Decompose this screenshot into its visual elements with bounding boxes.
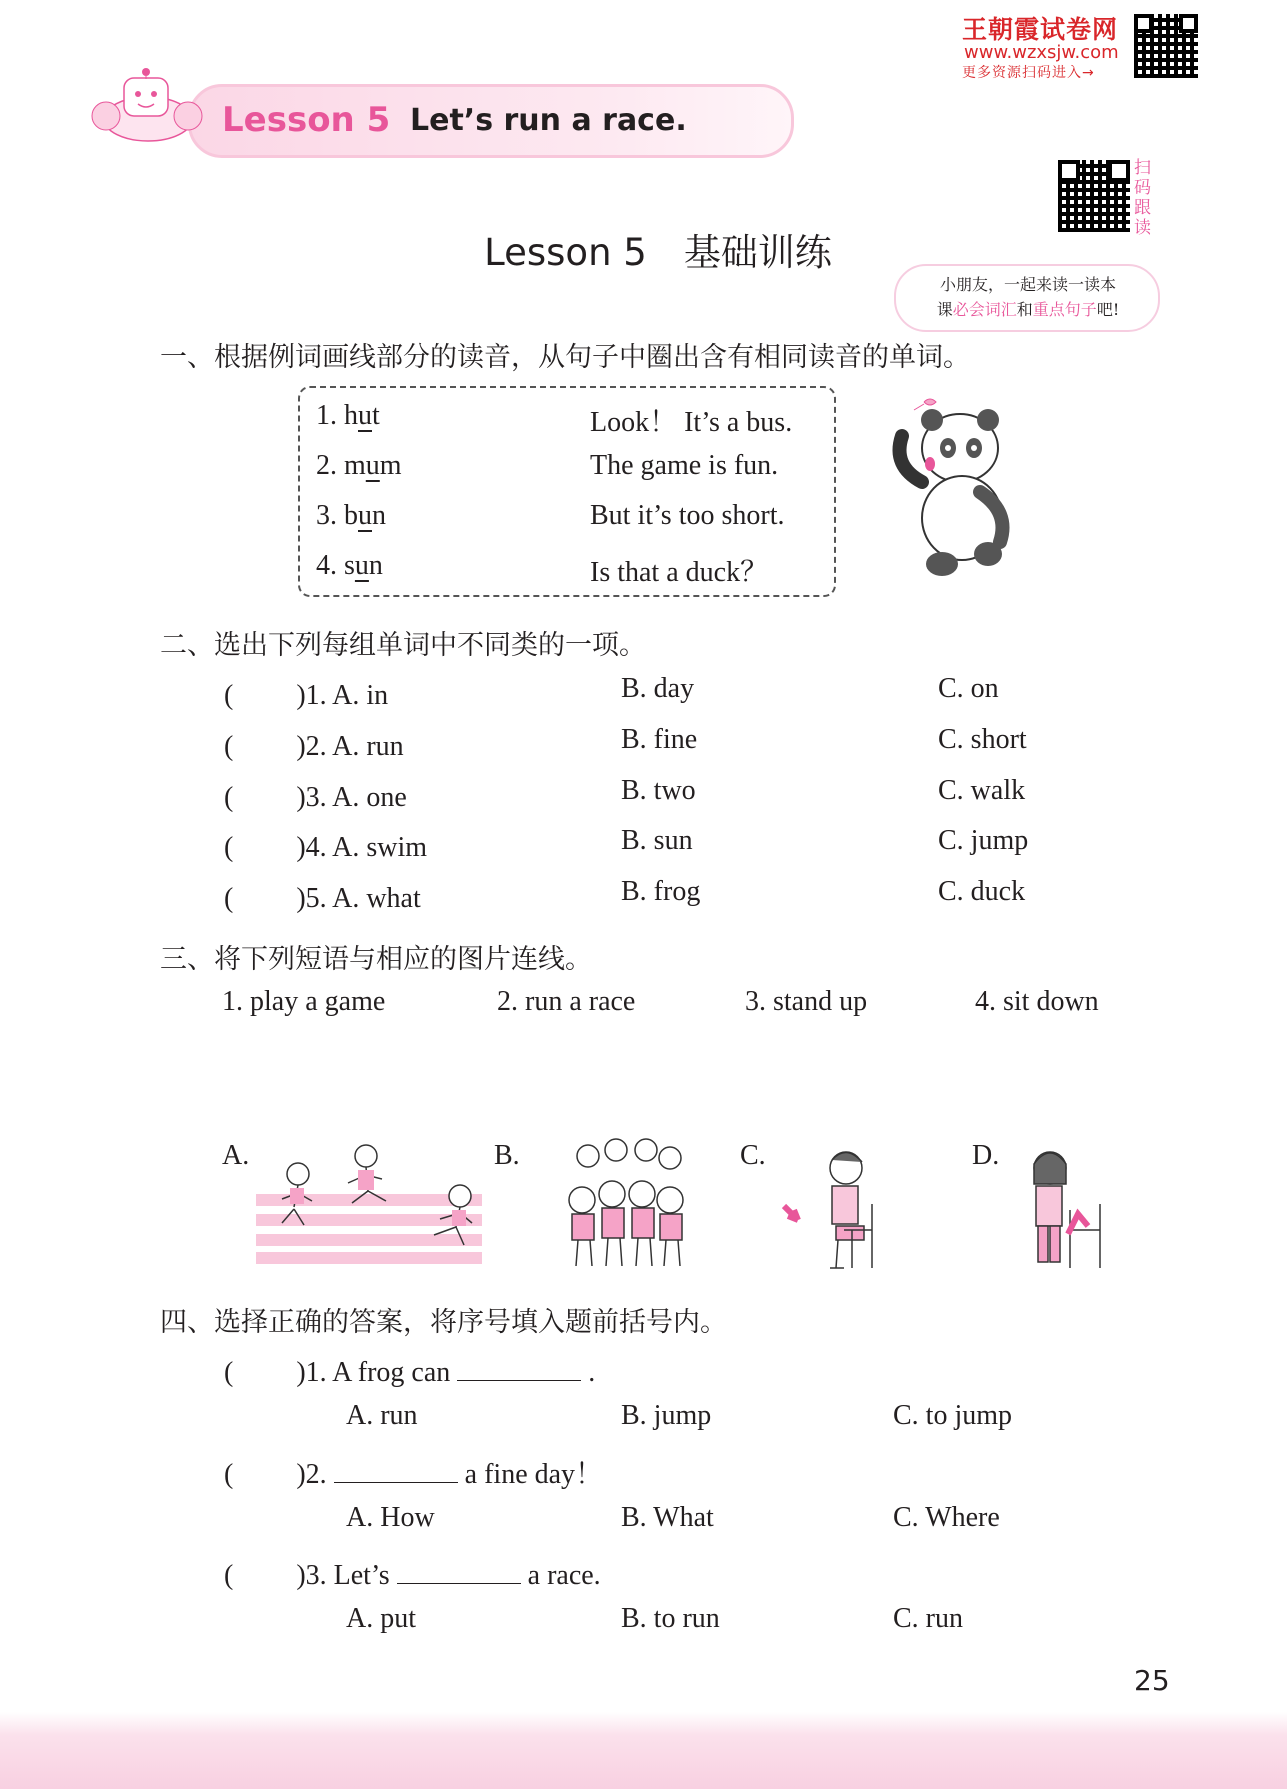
odd-one-out-option-c[interactable]: C. walk: [938, 775, 1026, 806]
picture-d-stand-up-icon[interactable]: [1020, 1146, 1124, 1272]
odd-one-out-option-c[interactable]: C. on: [938, 673, 999, 704]
answer-blank[interactable]: [397, 1557, 521, 1584]
panda-illustration-icon: [884, 396, 1024, 586]
robot-mascot-icon: [88, 64, 208, 144]
odd-one-out-option-c[interactable]: C. jump: [938, 825, 1029, 856]
answer-blank[interactable]: [334, 1456, 458, 1483]
example-word: 1. hut: [316, 400, 380, 431]
example-sentence[interactable]: The game is fun.: [590, 450, 779, 481]
odd-one-out-question[interactable]: ( )2. A. run: [224, 731, 404, 762]
answer-option-b[interactable]: B. What: [621, 1502, 714, 1533]
lesson-number: Lesson 5: [222, 100, 391, 140]
answer-blank[interactable]: [457, 1354, 581, 1381]
bubble-line-2: 课必会词汇和重点句子吧!: [936, 300, 1120, 319]
scan-to-read-label: 扫码跟读: [1134, 158, 1151, 238]
example-word: 4. sun: [316, 550, 383, 581]
picture-label-a: A.: [222, 1140, 250, 1171]
picture-label-b: B.: [494, 1140, 520, 1171]
bubble-line-1: 小朋友，一起来读一读本: [939, 275, 1116, 294]
choice-question[interactable]: ( )2. a fine day！: [224, 1452, 603, 1492]
odd-one-out-option-b[interactable]: B. frog: [621, 876, 701, 907]
picture-label-c: C.: [740, 1140, 766, 1171]
answer-option-c[interactable]: C. Where: [893, 1502, 1000, 1533]
page-title: Lesson 5 基础训练: [484, 231, 832, 274]
odd-one-out-question[interactable]: ( )4. A. swim: [224, 832, 428, 863]
page-number: 25: [1134, 1664, 1170, 1697]
answer-option-b[interactable]: B. jump: [621, 1400, 712, 1431]
example-word: 2. mum: [316, 450, 402, 481]
answer-option-a[interactable]: A. put: [346, 1603, 416, 1634]
answer-option-c[interactable]: C. run: [893, 1603, 963, 1634]
section-3-heading: 三、将下列短语与相应的图片连线。: [160, 944, 592, 975]
section-1-heading: 一、根据例词画线部分的读音，从句子中圈出含有相同读音的单词。: [160, 342, 970, 373]
odd-one-out-question[interactable]: ( )1. A. in: [224, 680, 389, 711]
answer-option-c[interactable]: C. to jump: [893, 1400, 1013, 1431]
answer-option-a[interactable]: A. run: [346, 1400, 418, 1431]
example-sentence[interactable]: Look！ It’s a bus.: [590, 407, 793, 438]
phrase-play-a-game: 1. play a game: [222, 986, 386, 1017]
section-2-heading: 二、选出下列每组单词中不同类的一项。: [160, 630, 646, 661]
lesson-subtitle: Let’s run a race.: [410, 103, 687, 138]
example-word: 3. bun: [316, 500, 386, 531]
odd-one-out-option-c[interactable]: C. duck: [938, 876, 1026, 907]
odd-one-out-option-b[interactable]: B. sun: [621, 825, 693, 856]
example-sentence[interactable]: Is that a duck？: [590, 557, 769, 588]
brand-qr-code-icon[interactable]: [1134, 14, 1198, 78]
phrase-sit-down: 4. sit down: [975, 986, 1099, 1017]
choice-question[interactable]: ( )3. Let’s a race.: [224, 1553, 601, 1593]
picture-label-d: D.: [972, 1140, 1000, 1171]
odd-one-out-option-b[interactable]: B. fine: [621, 724, 698, 755]
picture-c-sit-down-icon[interactable]: [780, 1146, 880, 1272]
odd-one-out-option-b[interactable]: B. two: [621, 775, 696, 806]
section-4-heading: 四、选择正确的答案，将序号填入题前括号内。: [160, 1307, 727, 1338]
odd-one-out-option-b[interactable]: B. day: [621, 673, 695, 704]
footer-band: [0, 1712, 1287, 1789]
choice-question[interactable]: ( )1. A frog can .: [224, 1350, 595, 1390]
phrase-run-a-race: 2. run a race: [497, 986, 636, 1017]
answer-option-a[interactable]: A. How: [346, 1502, 435, 1533]
phrase-stand-up: 3. stand up: [745, 986, 868, 1017]
listen-qr-code-icon[interactable]: [1058, 160, 1130, 232]
brand-name: 王朝霞试卷网: [962, 15, 1119, 44]
odd-one-out-question[interactable]: ( )3. A. one: [224, 782, 407, 813]
brand-more: 更多资源扫码进入→: [962, 65, 1095, 81]
odd-one-out-option-c[interactable]: C. short: [938, 724, 1027, 755]
brand-url[interactable]: www.wzxsjw.com: [964, 42, 1119, 63]
example-sentence[interactable]: But it’s too short.: [590, 500, 785, 531]
picture-a-running-race-icon[interactable]: [254, 1140, 484, 1266]
odd-one-out-question[interactable]: ( )5. A. what: [224, 883, 421, 914]
answer-option-b[interactable]: B. to run: [621, 1603, 720, 1634]
speech-bubble-text: [906, 272, 1150, 322]
picture-b-children-playing-game-icon[interactable]: [558, 1136, 690, 1272]
